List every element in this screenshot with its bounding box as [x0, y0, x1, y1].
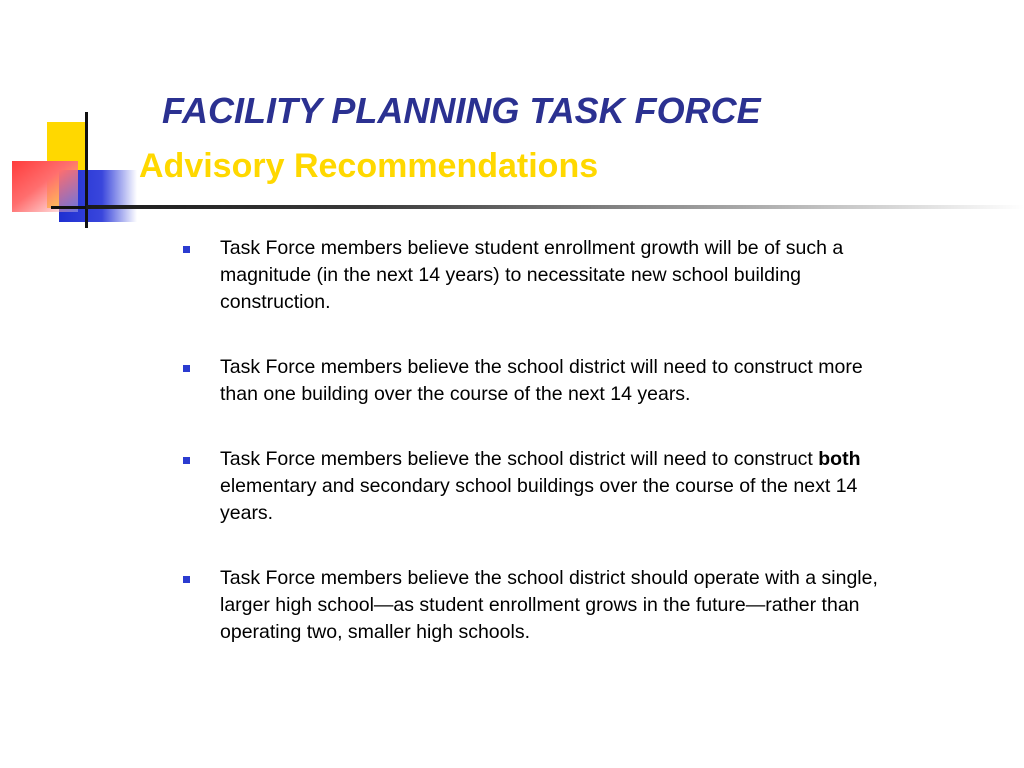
bullet-square-icon: [183, 457, 190, 464]
bullet-item: [0, 446, 1024, 527]
bullet-item: [0, 565, 1024, 646]
bullet-square-icon: [183, 365, 190, 372]
bullet-square-icon: [183, 576, 190, 583]
bullet-text: Task Force members believe the school district should operate with a single, larger high school—as student enrollment grows in the future—rather than operating two, smaller high schools.: [220, 567, 878, 643]
slide-title: FACILITY PLANNING TASK FORCE: [162, 90, 761, 131]
slide-subtitle: Advisory Recommendations: [139, 147, 599, 185]
bullet-item: [0, 354, 1024, 408]
bullet-text-before: Task Force members believe the school district will need to construct: [220, 448, 819, 470]
bullet-text-after: elementary and secondary school buildings over the course of the next 14 years.: [220, 475, 858, 524]
deco-vertical-line: [85, 112, 88, 228]
bullet-text: Task Force members believe the school district will need to construct more than one building over the course of the next 14 years.: [220, 356, 863, 405]
bullet-item: [0, 235, 1024, 316]
bullet-text: [220, 446, 885, 527]
decorative-logo: [0, 0, 150, 240]
bullet-text: Task Force members believe student enrollment growth will be of such a magnitude (in the next 14 years) to necessitate new school building construction.: [220, 237, 844, 313]
deco-horizontal-line: [51, 206, 91, 209]
bullet-emphasis: both: [818, 448, 861, 470]
title-divider: [86, 205, 1024, 209]
bullet-square-icon: [183, 246, 190, 253]
deco-red-square: [12, 161, 78, 212]
bullet-list: [0, 235, 1024, 684]
